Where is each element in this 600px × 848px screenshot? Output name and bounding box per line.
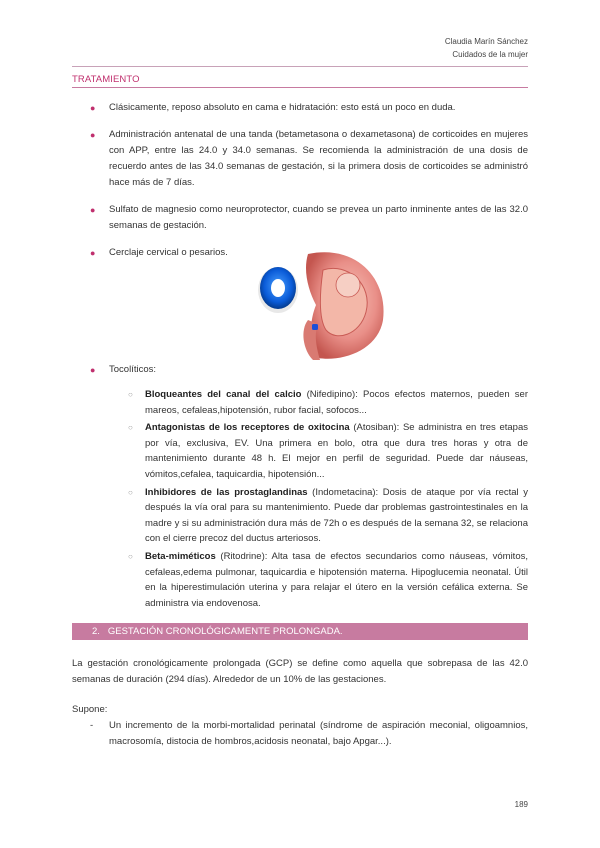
- bullet-icon: ●: [90, 365, 96, 375]
- dash-item-text: Un incremento de la morbi-mortalidad perinatal (síndrome de aspiración meconial, oligoamnios, macrosomía, distocia de hombros,acidosis neonatal, bajo Apgar...).: [109, 720, 528, 747]
- bullet-text: Sulfato de magnesio como neuroprotector, cuando se prevea un parto inminente antes de las 32.0 semanas de gestación.: [109, 204, 528, 231]
- list-item: [72, 387, 528, 418]
- list-item: [72, 718, 528, 750]
- bullet-icon: ●: [90, 248, 96, 258]
- gcp-definition-paragraph: La gestación cronológicamente prolongada (GCP) se define como aquella que sobrepasa de las 42.0 semanas de duración (294 días). Alrededor de un 10% de las gestaciones.: [72, 658, 528, 685]
- supone-label: Supone:: [72, 704, 108, 715]
- drug-class-name: Antagonistas de los receptores de oxitocina: [145, 422, 350, 434]
- section-heading-gcp: [92, 626, 343, 637]
- pessary-in-place-icon: [312, 324, 318, 330]
- tocoliticos-bullet: [72, 362, 528, 378]
- list-item: [72, 485, 528, 547]
- section-title: GESTACIÓN CRONOLÓGICAMENTE PROLONGADA.: [107, 626, 343, 637]
- drug-class-text: (Indometacina): Dosis de ataque por vía rectal y después la vía oral para su mantenimiento. Puede dar problemas gastrointestinales en la madre y si su administración dura más de 72h o es después de la semana 32, se relaciona con el cierre precoz del ductus arteriosos.: [145, 486, 528, 545]
- section-title-tratamiento: TRATAMIENTO: [72, 74, 140, 85]
- sub-bullet-icon: ○: [128, 390, 133, 399]
- list-item: [72, 127, 528, 191]
- list-item: [72, 202, 528, 234]
- drug-class-name: Bloqueantes del canal del calcio: [145, 389, 302, 400]
- drug-class-name: Inhibidores de las prostaglandinas: [145, 486, 308, 498]
- bullet-text: Clásicamente, reposo absoluto en cama e hidratación: esto está un poco en duda.: [109, 102, 456, 113]
- dash-bullet: -: [90, 720, 94, 731]
- section-underline: [72, 87, 528, 88]
- sub-bullet-icon: ○: [128, 423, 133, 433]
- sub-bullet-icon: ○: [128, 551, 133, 561]
- list-item: [72, 100, 528, 116]
- page-number: 189: [514, 800, 528, 809]
- drug-class-text: (Atosiban): Se administra en tres etapas por vía, exclusiva, EV. Una primera en bolo, otra que dura tres horas y otra de mantenimiento durante 48 h. El mejor en perfil de seguridad. Puede dar náuseas, vómitos,cefalea, taquicardia, hipotensión...: [145, 422, 528, 480]
- bullet-list: [72, 100, 528, 261]
- pessary-hole: [271, 279, 285, 297]
- header-author: Claudia Marín Sánchez: [444, 37, 528, 46]
- tocoliticos-list: [72, 387, 528, 611]
- list-item: [72, 420, 528, 482]
- tocoliticos-label: Tocolíticos:: [109, 364, 156, 375]
- pregnancy-pessary-illustration: [248, 250, 388, 362]
- page-header: [445, 35, 528, 61]
- bullet-text: Cerclaje cervical o pesarios.: [109, 247, 228, 258]
- drug-class-text: (Ritodrine): Alta tasa de efectos secundarios como náuseas, vómitos, cefaleas,edema pulmonar, taquicardia e hipotensión materna. Hipoglucemia neonatal. Útil en la hiperestimulación uterina y para relajar el útero en la versión cefálica externa. Se administra via endovenosa.: [145, 550, 528, 609]
- bullet-text: Administración antenatal de una tanda (betametasona o dexametasona) de corticoides en mujeres con APP, entre las 24.0 y 34.0 semanas. Se recomienda la administración de una dosis de recuerdo antes de las 34.0 semanas de gestación, si la primera dosis de corticoides se administró hace más de 7 días.: [109, 129, 528, 188]
- list-item: [72, 549, 528, 611]
- bullet-icon: ●: [90, 130, 96, 140]
- list-item: [72, 362, 528, 378]
- drug-class-name: Beta-miméticos: [145, 550, 216, 562]
- section-number: 2.: [92, 626, 100, 637]
- sub-bullet-icon: ○: [128, 487, 133, 497]
- fetus-head: [336, 273, 360, 297]
- bullet-icon: ●: [90, 205, 96, 215]
- header-rule: [72, 66, 528, 67]
- header-subject: Cuidados de la mujer: [452, 50, 528, 59]
- drug-class-text: (Nifedipino): Pocos efectos maternos, pueden ser mareos, cefaleas,hipotensión, rubor facial, sofocos...: [145, 389, 528, 416]
- bullet-icon: ●: [90, 103, 96, 113]
